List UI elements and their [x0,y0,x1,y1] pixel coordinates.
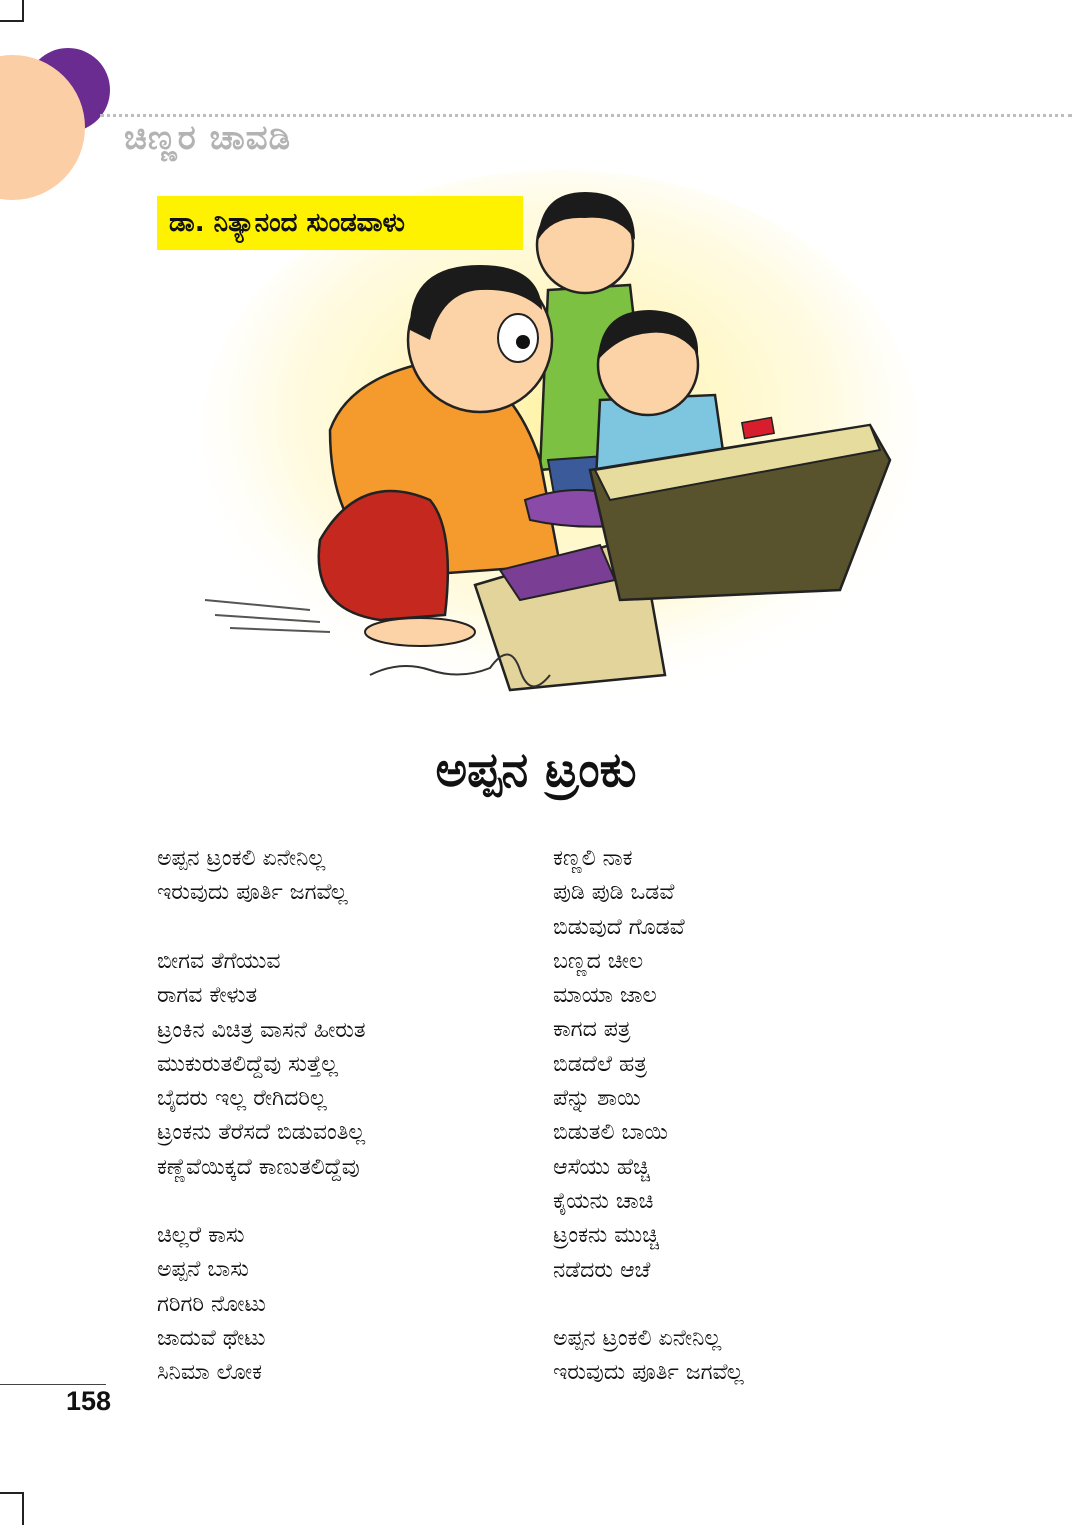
crop-mark-top-h [0,20,24,22]
poem-line: ಕೈಯನು ಚಾಚಿ [553,1188,654,1214]
poem-line: ಪೆನ್ನು ಶಾಯಿ [553,1086,641,1112]
crop-mark-top-v [22,0,24,22]
poem-line: ಅಪ್ಪನ ಟ್ರಂಕಲಿ ಏನೇನಿಲ್ಲ [553,1326,722,1351]
left-stanza-2 [157,945,366,1185]
poem-title: ಅಪ್ಪನ ಟ್ರಂಕು [435,742,637,798]
section-title: ಚಿಣ್ಣರ ಚಾವಡಿ [124,118,292,158]
crop-mark-bottom-v [22,1492,24,1525]
crop-mark-bottom-h [0,1492,24,1494]
header-dotted-rule [100,114,1072,117]
author-name-label: ಡಾ. ನಿತ್ಯಾನಂದ ಸುಂಡವಾಳು [157,196,523,250]
poem-line: ಬಣ್ಣದ ಚೀಲ [553,948,644,974]
trunk-illustration [180,170,920,720]
right-stanza-1 [553,842,685,1288]
poem-line: ಜಾದುವೆ ಥೇಟು [157,1325,266,1351]
poem-line: ಸಿನಿಮಾ ಲೋಕ [157,1360,263,1386]
poem-line: ಟ್ರಂಕಿನ ವಿಚಿತ್ರ ವಾಸನೆ ಹೀರುತ [157,1017,366,1043]
poem-line: ಅಪ್ಪನೆ ಬಾಸು [157,1257,249,1283]
page-number-rule [0,1384,106,1385]
poem-line: ಇರುವುದು ಪೂರ್ತಿ ಜಗವೆಲ್ಲ [553,1360,744,1386]
poem-line: ಕಣ್ಣೆವೆಯಿಕ್ಕದೆ ಕಾಣುತಲಿದ್ದೆವು [157,1154,360,1180]
left-stanza-1 [157,842,348,911]
poem-line: ಇರುವುದು ಪೂರ್ತಿ ಜಗವೆಲ್ಲ [157,880,348,906]
poem-line: ಬಿಡುತಲಿ ಬಾಯಿ [553,1120,668,1146]
poem-line: ಬಿಡದೆಲೆ ಹತ್ರ [553,1051,647,1077]
right-stanza-2 [553,1322,744,1391]
poem-line: ರಾಗವ ಕೇಳುತ [157,983,258,1009]
poem-line: ಚಿಲ್ಲರೆ ಕಾಸು [157,1223,245,1248]
poem-line: ಮಾಯಾ ಜಾಲ [553,983,657,1009]
poem-line: ಕಾಗದ ಪತ್ರ [553,1017,631,1043]
poem-line: ಬೈದರು ಇಲ್ಲ ರೇಗಿದರಿಲ್ಲ [157,1086,327,1112]
poem-line: ಪುಡಿ ಪುಡಿ ಒಡವೆ [553,880,675,906]
poem-line: ಟ್ರಂಕನು ಮುಚ್ಚಿ [553,1223,660,1249]
poem-line: ಕಣ್ಣಲಿ ನಾಕ [553,846,633,871]
poem-line: ನಡೆದರು ಆಚೆ [553,1257,651,1283]
poem-line: ಆಸೆಯು ಹೆಚ್ಚಿ [553,1154,651,1180]
poem-line: ಅಪ್ಪನ ಟ್ರಂಕಲಿ ಏನೇನಿಲ್ಲ [157,846,326,871]
poem-line: ಬೀಗವ ತೆಗೆಯುವ [157,949,281,974]
poem-line: ಗರಿಗರಿ ನೋಟು [157,1291,266,1317]
poem-line: ಮುಕುರುತಲಿದ್ದೆವು ಸುತ್ತೆಲ್ಲ [157,1051,339,1077]
poem-line: ಬಿಡುವುದೆ ಗೊಡವೆ [553,914,685,940]
left-stanza-3 [157,1219,266,1390]
poem-line: ಟ್ರಂಕನು ತೆರೆಸದೆ ಬಿಡುವಂತಿಲ್ಲ [157,1120,366,1146]
page-number: 158 [66,1386,112,1416]
